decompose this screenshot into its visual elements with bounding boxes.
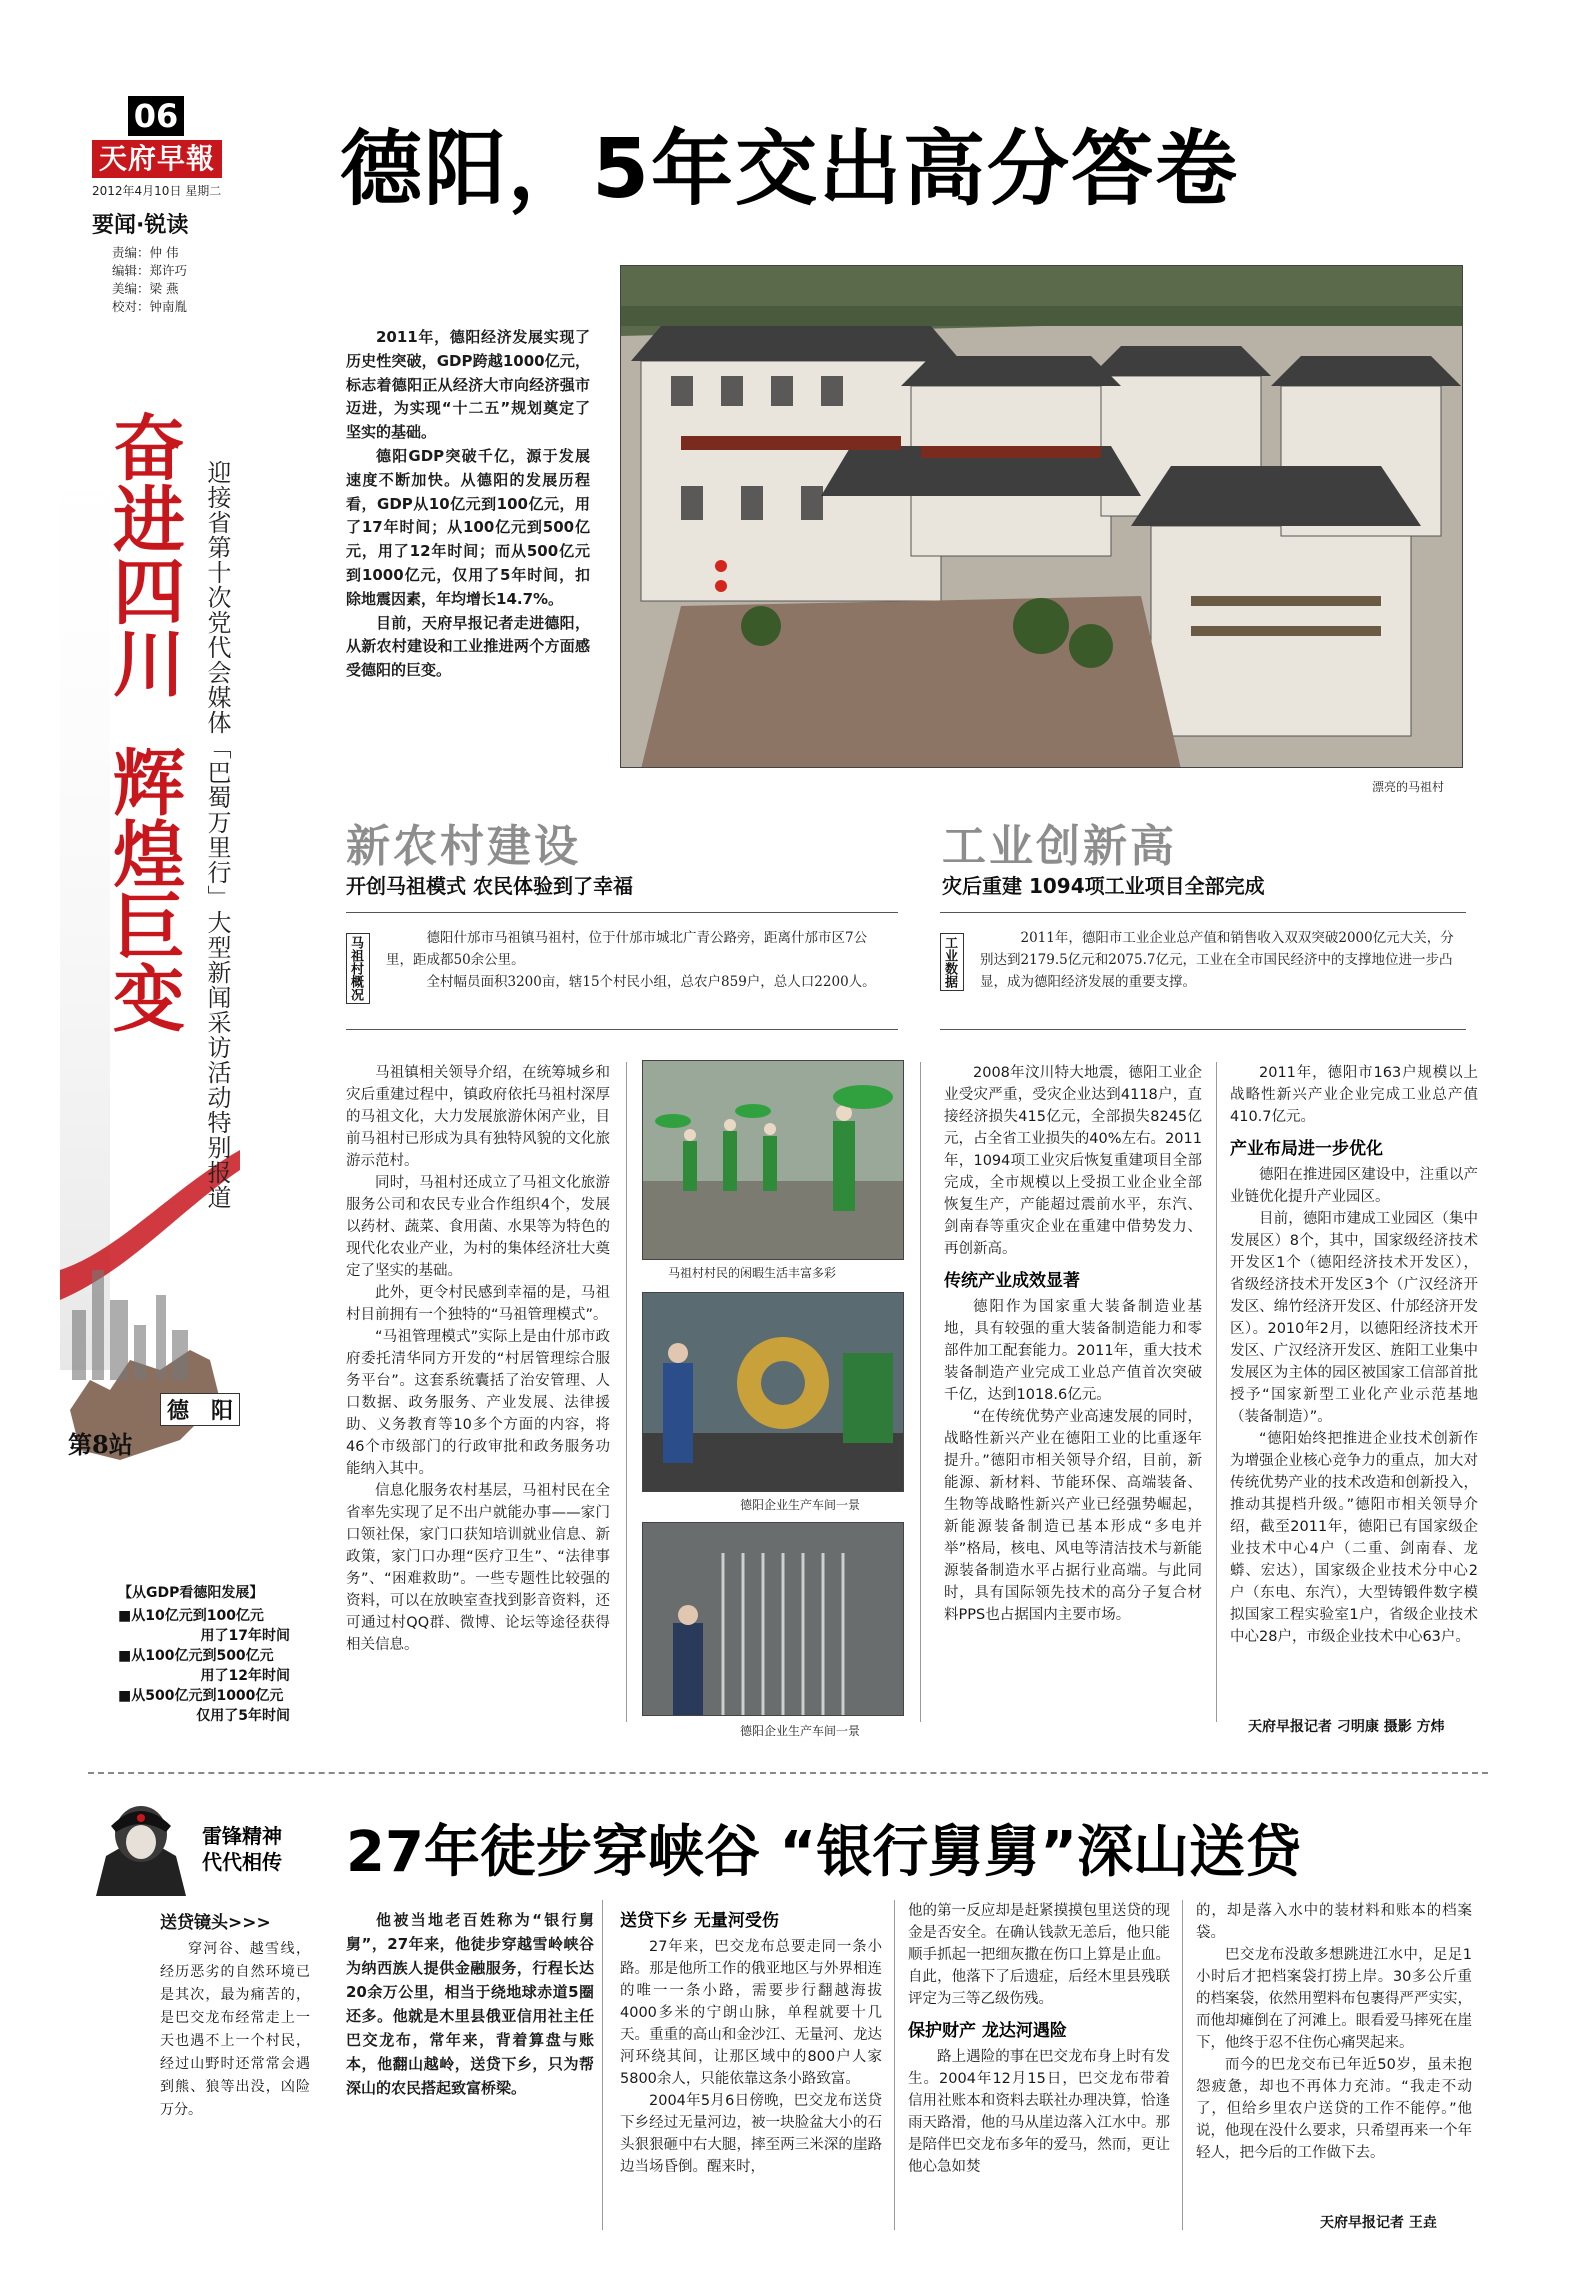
editor-role: 校对：: [112, 299, 150, 314]
gdp-time: 用了12年时间: [200, 1668, 290, 1684]
gdp-box: [118, 1582, 298, 1726]
bottom-col-c: [1196, 1900, 1472, 2164]
lei-feng-badge: [86, 1796, 306, 1896]
box-paragraph: 德阳什邡市马祖镇马祖村，位于什邡市城北广青公路旁，距离什邡市区7公里，距成都50余公里。: [386, 930, 868, 968]
editor-role: 责编：: [112, 245, 150, 260]
body-paragraph: 2004年5月6日傍晚，巴交龙布送贷下乡经过无量河边，被一块脸盆大小的石头狠狠砸中右大腿，摔至两三米深的崖路边当场昏倒。醒来时，: [620, 2093, 882, 2175]
lead-paragraph: 德阳GDP突破千亿，源于发展速度不断加快。从德阳的发展历程看，GDP从10亿元到100亿元，用了17年时间；从100亿元到500亿元，用了12年时间；而从500亿元到1000亿元，仅用了5年时间，扣除地震因素，年均增长14.7%。: [346, 446, 590, 608]
lei-feng-badge-line-1: 雷锋精神: [202, 1824, 282, 1848]
body-paragraph: 2008年汶川特大地震，德阳工业企业受灾严重，受灾企业达到4118户，直接经济损失415亿元，全部损失8245亿元，占全省工业损失的40%左右。2011年，1094项工业灾后恢复重建项目全部完成，全市规模以上受损工业企业全部恢复生产，产能超过震前水平，东汽、剑南春等重灾企业在重建中借势发力、再创新高。: [944, 1065, 1202, 1257]
left-photo-2-caption: 德阳企业生产车间一景: [740, 1498, 861, 1512]
village-photo-illustration: [621, 266, 1463, 768]
overview-box-label: 马祖村概况: [346, 933, 370, 1004]
body-paragraph: “德阳始终把推进企业技术创新作为增强企业核心竞争力的重点，加大对传统优势产业的技术改造和创新投入，推动其提档升级。”德阳市相关领导介绍，截至2011年，德阳已有国家级企业技术中心4户（二重、剑南春、龙蟒、宏达），国家级企业技术分中心2户（东电、东汽），大型铸锻件数字模拟国家工程实验室1户，省级企业技术中心28户，市级企业技术中心63户。: [1230, 1431, 1478, 1645]
editor-credit: [112, 298, 187, 316]
left-section-subtitle: 开创马祖模式 农民体验到了幸福: [346, 874, 633, 898]
editor-role: 美编：: [112, 281, 150, 296]
right-section-col-2: [1230, 1062, 1478, 1648]
station-label: 第8站: [68, 1430, 133, 1459]
body-paragraph: 巴交龙布没敢多想跳进江水中，足足1小时后才把档案袋打捞上岸。30多公斤重的档案袋，依然用塑料布包裹得严严实实，而他却瘫倒在了河滩上。眼看爱马摔死在崖下，他终于忍不住伤心痛哭起来。: [1196, 1947, 1472, 2051]
paper-logo: 天府早報: [92, 140, 222, 178]
sub-heading: 送贷下乡 无量河受伤: [620, 1911, 779, 1931]
section-name: 要闻·锐读: [92, 213, 189, 238]
editor-credit: [112, 280, 187, 298]
body-paragraph: 的，却是落入水中的装材料和账本的档案袋。: [1196, 1903, 1472, 1941]
editor-name: 郑许巧: [149, 263, 188, 278]
main-headline: 德阳，5年交出高分答卷: [340, 122, 1240, 217]
editor-name: 钟南胤: [149, 299, 188, 314]
editor-credit: [112, 244, 187, 262]
lead-paragraph: 2011年，德阳经济发展实现了历史性突破，GDP跨越1000亿元，标志着德阳正从经济大市向经济强市迈进，为实现“十二五”规划奠定了坚实的基础。: [346, 328, 590, 442]
right-section-byline: 天府早报记者 刁明康 摄影 方炜: [1248, 1719, 1445, 1735]
body-paragraph: 信息化服务农村基层，马祖村民在全省率先实现了足不出户就能办事——家门口领社保，家门口获知培训就业信息、新政策，家门口办理“医疗卫生”、“法律事务”、“困难救助”。一些专题性比较强的资料，可以在放映室查找到影音资料，还可通过村QQ群、微博、论坛等途径获得相关信息。: [346, 1483, 610, 1653]
section-divider: [88, 1772, 1488, 1774]
body-paragraph: 此外，更令村民感到幸福的是，马祖村目前拥有一个独特的“马祖管理模式”。: [346, 1285, 610, 1323]
left-photo-1-caption: 马祖村村民的闲暇生活丰富多彩: [668, 1266, 837, 1280]
lead-paragraph: 目前，天府早报记者走进德阳，从新农村建设和工业推进两个方面感受德阳的巨变。: [346, 613, 590, 680]
city-label: 德 阳: [160, 1393, 240, 1426]
bottom-sidebar-title: 送贷镜头>>>: [160, 1913, 271, 1933]
left-photo-3-caption: 德阳企业生产车间一景: [740, 1724, 861, 1738]
body-paragraph: 目前，德阳市建成工业园区（集中发展区）8个，其中，国家级经济技术开发区1个（德阳经济技术开发区），省级经济技术开发区3个（广汉经济开发区、绵竹经济开发区、什邡经济开发区）。2010年2月，以德阳经济技术开发区、广汉经济开发区、旌阳工业集中发展区为主体的园区被国家工信部首批授予“国家新型工业化产业示范基地（装备制造）”。: [1230, 1211, 1478, 1425]
bottom-byline: 天府早报记者 王垚: [1320, 2215, 1437, 2231]
ma-zu-village-overview-box: [346, 912, 898, 1030]
factory-workshop-photo-1: [642, 1292, 904, 1492]
left-section-title: 新农村建设: [346, 821, 581, 872]
editor-name: 梁 燕: [149, 281, 179, 296]
campaign-subtitle: 迎接省第十次党代会媒体「巴蜀万里行」大型新闻采访活动特别报道: [203, 460, 231, 1210]
editor-credit: [112, 262, 187, 280]
lei-feng-portrait-icon: [86, 1796, 196, 1896]
sub-heading: 产业布局进一步优化: [1230, 1139, 1383, 1159]
body-paragraph: “在传统优势产业高速发展的同时，战略性新兴产业在德阳工业的比重逐年提升。”德阳市相关领导介绍，目前，新能源、新材料、节能环保、高端装备、生物等战略性新兴产业已经强势崛起，新能源装备制造已基本形成“多电并举”格局，核电、风电等清洁技术与新能源装备制造水平占据行业高端。与此同时，具有国际领先技术的高分子复合材料PPS也占据国内主要市场。: [944, 1409, 1202, 1623]
body-paragraph: 德阳在推进园区建设中，注重以产业链优化提升产业园区。: [1230, 1167, 1478, 1205]
bottom-col-b: [908, 1900, 1170, 2178]
page-number: 06: [128, 96, 184, 136]
bottom-headline: 27年徒步穿峡谷 “银行舅舅”深山送贷: [346, 1820, 1302, 1885]
body-paragraph: 德阳作为国家重大装备制造业基地，具有较强的重大装备制造能力和零部件加工配套能力。2011年，重大技术装备制造产业完成工业总产值首次突破千亿，达到1018.6亿元。: [944, 1299, 1202, 1403]
bottom-col-a: [620, 1900, 882, 2178]
body-paragraph: 同时，马祖村还成立了马祖文化旅游服务公司和农民专业合作组织4个，发展以药材、蔬菜、食用菌、水果等为特色的现代化农业产业，为村的集体经济壮大奠定了坚实的基础。: [346, 1175, 610, 1279]
editor-credits: [112, 244, 187, 316]
right-section-title: 工业创新高: [942, 821, 1177, 872]
main-lead: [346, 326, 590, 683]
body-paragraph: 2011年，德阳市163户规模以上战略性新兴产业企业完成工业总产值410.7亿元。: [1230, 1065, 1478, 1125]
body-paragraph: “马祖管理模式”实际上是由什邡市政府委托清华同方开发的“村居管理综合服务平台”。这套系统囊括了治安管理、人口数据、政务服务、产业发展、法律援助、义务教育等10多个方面的内容，将46个市级部门的行政审批和政务服务功能纳入其中。: [346, 1329, 610, 1477]
body-paragraph: 路上遇险的事在巴交龙布身上时有发生。2004年12月15日，巴交龙布带着信用社账本和资料去联社办理决算，恰逢雨天路滑，他的马从崖边落入江水中。那是陪伴巴交龙布多年的爱马，然而，更让他心急如焚: [908, 2049, 1170, 2175]
villagers-dance-photo: [642, 1060, 904, 1260]
industry-data-box: [940, 912, 1466, 1030]
gdp-time: 仅用了5年时间: [196, 1708, 290, 1724]
campaign-slogan-1: 奋进四川: [101, 410, 186, 698]
editor-name: 仲 伟: [149, 245, 179, 260]
campaign-slogan-2: 辉煌巨变: [101, 745, 186, 1033]
body-paragraph: 27年来，巴交龙布总要走同一条小路。那是他所工作的俄亚地区与外界相连的唯一一条小路，需要步行翻越海拔4000多米的宁朗山脉，单程就要十几天。重重的高山和金沙江、无量河、龙达河环绕其间，让那区域中的800户人家5800余人，只能依靠这条小路致富。: [620, 1939, 882, 2087]
left-section-body: [346, 1062, 610, 1656]
gdp-range: ■从500亿元到1000亿元: [118, 1688, 284, 1704]
gdp-range: ■从10亿元到100亿元: [118, 1608, 264, 1624]
issue-date: 2012年4月10日 星期二: [92, 184, 222, 198]
body-paragraph: 而今的巴龙交布已年近50岁，虽未抱怨疲惫，却也不再体力充沛。“我走不动了，但给乡里农户送贷的工作不能停。”他说，他现在没什么要求，只希望再来一个年轻人，把今后的工作做下去。: [1196, 2057, 1472, 2161]
main-photo-caption: 漂亮的马祖村: [1372, 780, 1445, 794]
gdp-box-title: 【从GDP看德阳发展】: [118, 1585, 264, 1601]
gdp-range: ■从100亿元到500亿元: [118, 1648, 274, 1664]
factory-workshop-photo-2: [642, 1522, 904, 1716]
box-paragraph: 全村幅员面积3200亩，辖15个村民小组，总农户859户，总人口2200人。: [426, 974, 876, 990]
bottom-lead: 他被当地老百姓称为“银行舅舅”，27年来，他徒步穿越雪岭峡谷为纳西族人提供金融服务，行程长达20余万公里，相当于绕地球赤道5圈还多。他就是木里县俄亚信用社主任巴交龙布，常年来，背着算盘与账本，他翻山越岭，送贷下乡，只为帮深山的农民搭起致富桥梁。: [346, 1911, 594, 2097]
body-paragraph: 他的第一反应却是赶紧摸摸包里送贷的现金是否安全。在确认钱款无恙后，他只能顺手抓起一把细灰撒在伤口上算是止血。自此，他落下了后遗症，后经木里县残联评定为三等乙级伤残。: [908, 1903, 1170, 2007]
box-paragraph: 2011年，德阳市工业企业总产值和销售收入双双突破2000亿元大关，分别达到2179.5亿元和2075.7亿元，工业在全市国民经济中的支撑地位进一步凸显，成为德阳经济发展的重要支撑。: [980, 930, 1454, 990]
editor-role: 编辑：: [112, 263, 150, 278]
right-section-col-1: [944, 1062, 1202, 1626]
gdp-time: 用了17年时间: [200, 1628, 290, 1644]
sub-heading: 保护财产 龙达河遇险: [908, 2021, 1067, 2041]
bottom-sidebar-text: 穿河谷、越雪线，经历恶劣的自然环境已是其次，最为痛苦的，是巴交龙布经常走上一天也遇不上一个村民，经过山野时还常常会遇到熊、狼等出没，凶险万分。: [160, 1941, 310, 2118]
right-section-subtitle: 灾后重建 1094项工业项目全部完成: [942, 874, 1265, 898]
sub-heading: 传统产业成效显著: [944, 1271, 1080, 1291]
ma-zu-village-photo: [620, 265, 1463, 768]
lei-feng-badge-line-2: 代代相传: [202, 1850, 282, 1874]
body-paragraph: 马祖镇相关领导介绍，在统筹城乡和灾后重建过程中，镇政府依托马祖村深厚的马祖文化，大力发展旅游休闲产业，目前马祖村已形成为具有独特风貌的文化旅游示范村。: [346, 1065, 610, 1169]
industry-box-label: 工业数据: [940, 933, 964, 991]
